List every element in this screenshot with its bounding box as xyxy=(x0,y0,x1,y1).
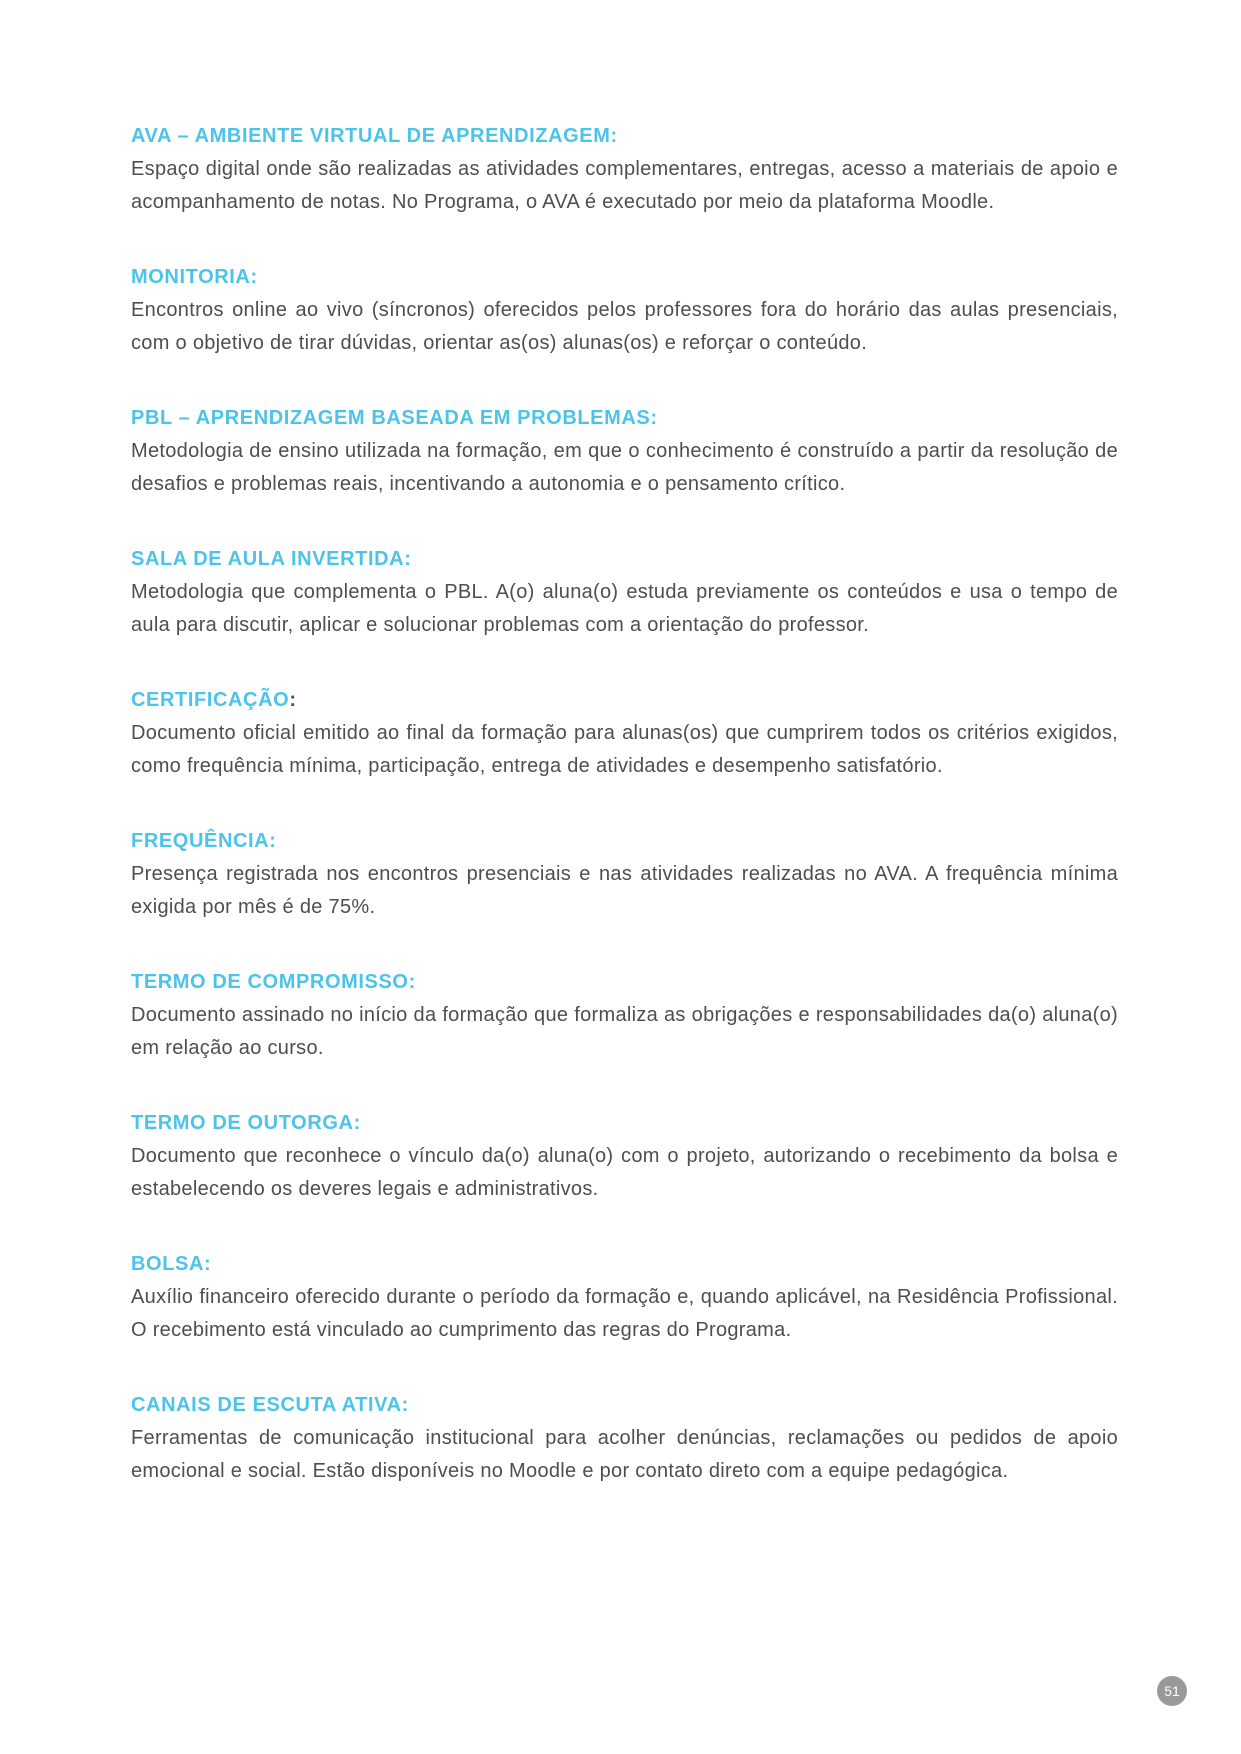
section-heading xyxy=(131,1389,1118,1422)
glossary-section xyxy=(131,402,1118,501)
section-body: Auxílio financeiro oferecido durante o período da formação e, quando aplicável, na Residência Profissional. O recebimento está vinculado ao cumprimento das regras do Programa. xyxy=(131,1286,1118,1341)
section-heading-text: PBL – APRENDIZAGEM BASEADA EM PROBLEMAS: xyxy=(131,407,658,429)
section-heading xyxy=(131,966,1118,999)
section-heading-text: BOLSA: xyxy=(131,1253,212,1275)
section-heading-text: FREQUÊNCIA: xyxy=(131,830,277,852)
section-heading xyxy=(131,1107,1118,1140)
glossary-section xyxy=(131,261,1118,360)
section-heading-text: TERMO DE OUTORGA: xyxy=(131,1112,361,1134)
section-heading xyxy=(131,1248,1118,1281)
section-heading xyxy=(131,402,1118,435)
glossary-section xyxy=(131,825,1118,924)
section-heading xyxy=(131,825,1118,858)
section-heading-text: MONITORIA: xyxy=(131,266,258,288)
section-body: Encontros online ao vivo (síncronos) oferecidos pelos professores fora do horário das aulas presenciais, com o objetivo de tirar dúvidas, orientar as(os) alunas(os) e reforçar o conteúdo. xyxy=(131,299,1118,354)
section-body: Ferramentas de comunicação institucional para acolher denúncias, reclamações ou pedidos de apoio emocional e social. Estão disponíveis no Moodle e por contato direto com a equipe pedagógica. xyxy=(131,1427,1118,1482)
section-heading xyxy=(131,261,1118,294)
section-body: Metodologia que complementa o PBL. A(o) aluna(o) estuda previamente os conteúdos e usa o tempo de aula para discutir, aplicar e solucionar problemas com a orientação do professor. xyxy=(131,581,1118,636)
glossary-section xyxy=(131,1248,1118,1347)
section-heading xyxy=(131,543,1118,576)
section-body: Documento assinado no início da formação que formaliza as obrigações e responsabilidades da(o) aluna(o) em relação ao curso. xyxy=(131,1004,1118,1059)
glossary-section xyxy=(131,1389,1118,1488)
section-body: Presença registrada nos encontros presenciais e nas atividades realizadas no AVA. A frequência mínima exigida por mês é de 75%. xyxy=(131,863,1118,918)
page-number: 51 xyxy=(1164,1683,1180,1699)
section-body: Metodologia de ensino utilizada na formação, em que o conhecimento é construído a partir da resolução de desafios e problemas reais, incentivando a autonomia e o pensamento crítico. xyxy=(131,440,1118,495)
section-heading xyxy=(131,684,1118,717)
glossary-section xyxy=(131,684,1118,783)
glossary-section xyxy=(131,1107,1118,1206)
section-heading-text: AVA – AMBIENTE VIRTUAL DE APRENDIZAGEM: xyxy=(131,125,618,147)
glossary-section xyxy=(131,966,1118,1065)
section-heading xyxy=(131,120,1118,153)
section-body: Documento que reconhece o vínculo da(o) aluna(o) com o projeto, autorizando o recebimento da bolsa e estabelecendo os deveres legais e administrativos. xyxy=(131,1145,1118,1200)
section-heading-text: TERMO DE COMPROMISSO: xyxy=(131,971,416,993)
page-number-badge xyxy=(1157,1676,1187,1706)
section-body: Espaço digital onde são realizadas as atividades complementares, entregas, acesso a materiais de apoio e acompanhamento de notas. No Programa, o AVA é executado por meio da plataforma Moodle. xyxy=(131,158,1118,213)
section-heading-text: SALA DE AULA INVERTIDA: xyxy=(131,548,412,570)
section-heading-text: CANAIS DE ESCUTA ATIVA: xyxy=(131,1394,409,1416)
section-body: Documento oficial emitido ao final da formação para alunas(os) que cumprirem todos os critérios exigidos, como frequência mínima, participação, entrega de atividades e desempenho satisfatório. xyxy=(131,722,1118,777)
glossary-section xyxy=(131,543,1118,642)
section-heading-suffix: : xyxy=(289,689,297,711)
section-heading-text: CERTIFICAÇÃO xyxy=(131,689,290,711)
glossary-section xyxy=(131,120,1118,219)
